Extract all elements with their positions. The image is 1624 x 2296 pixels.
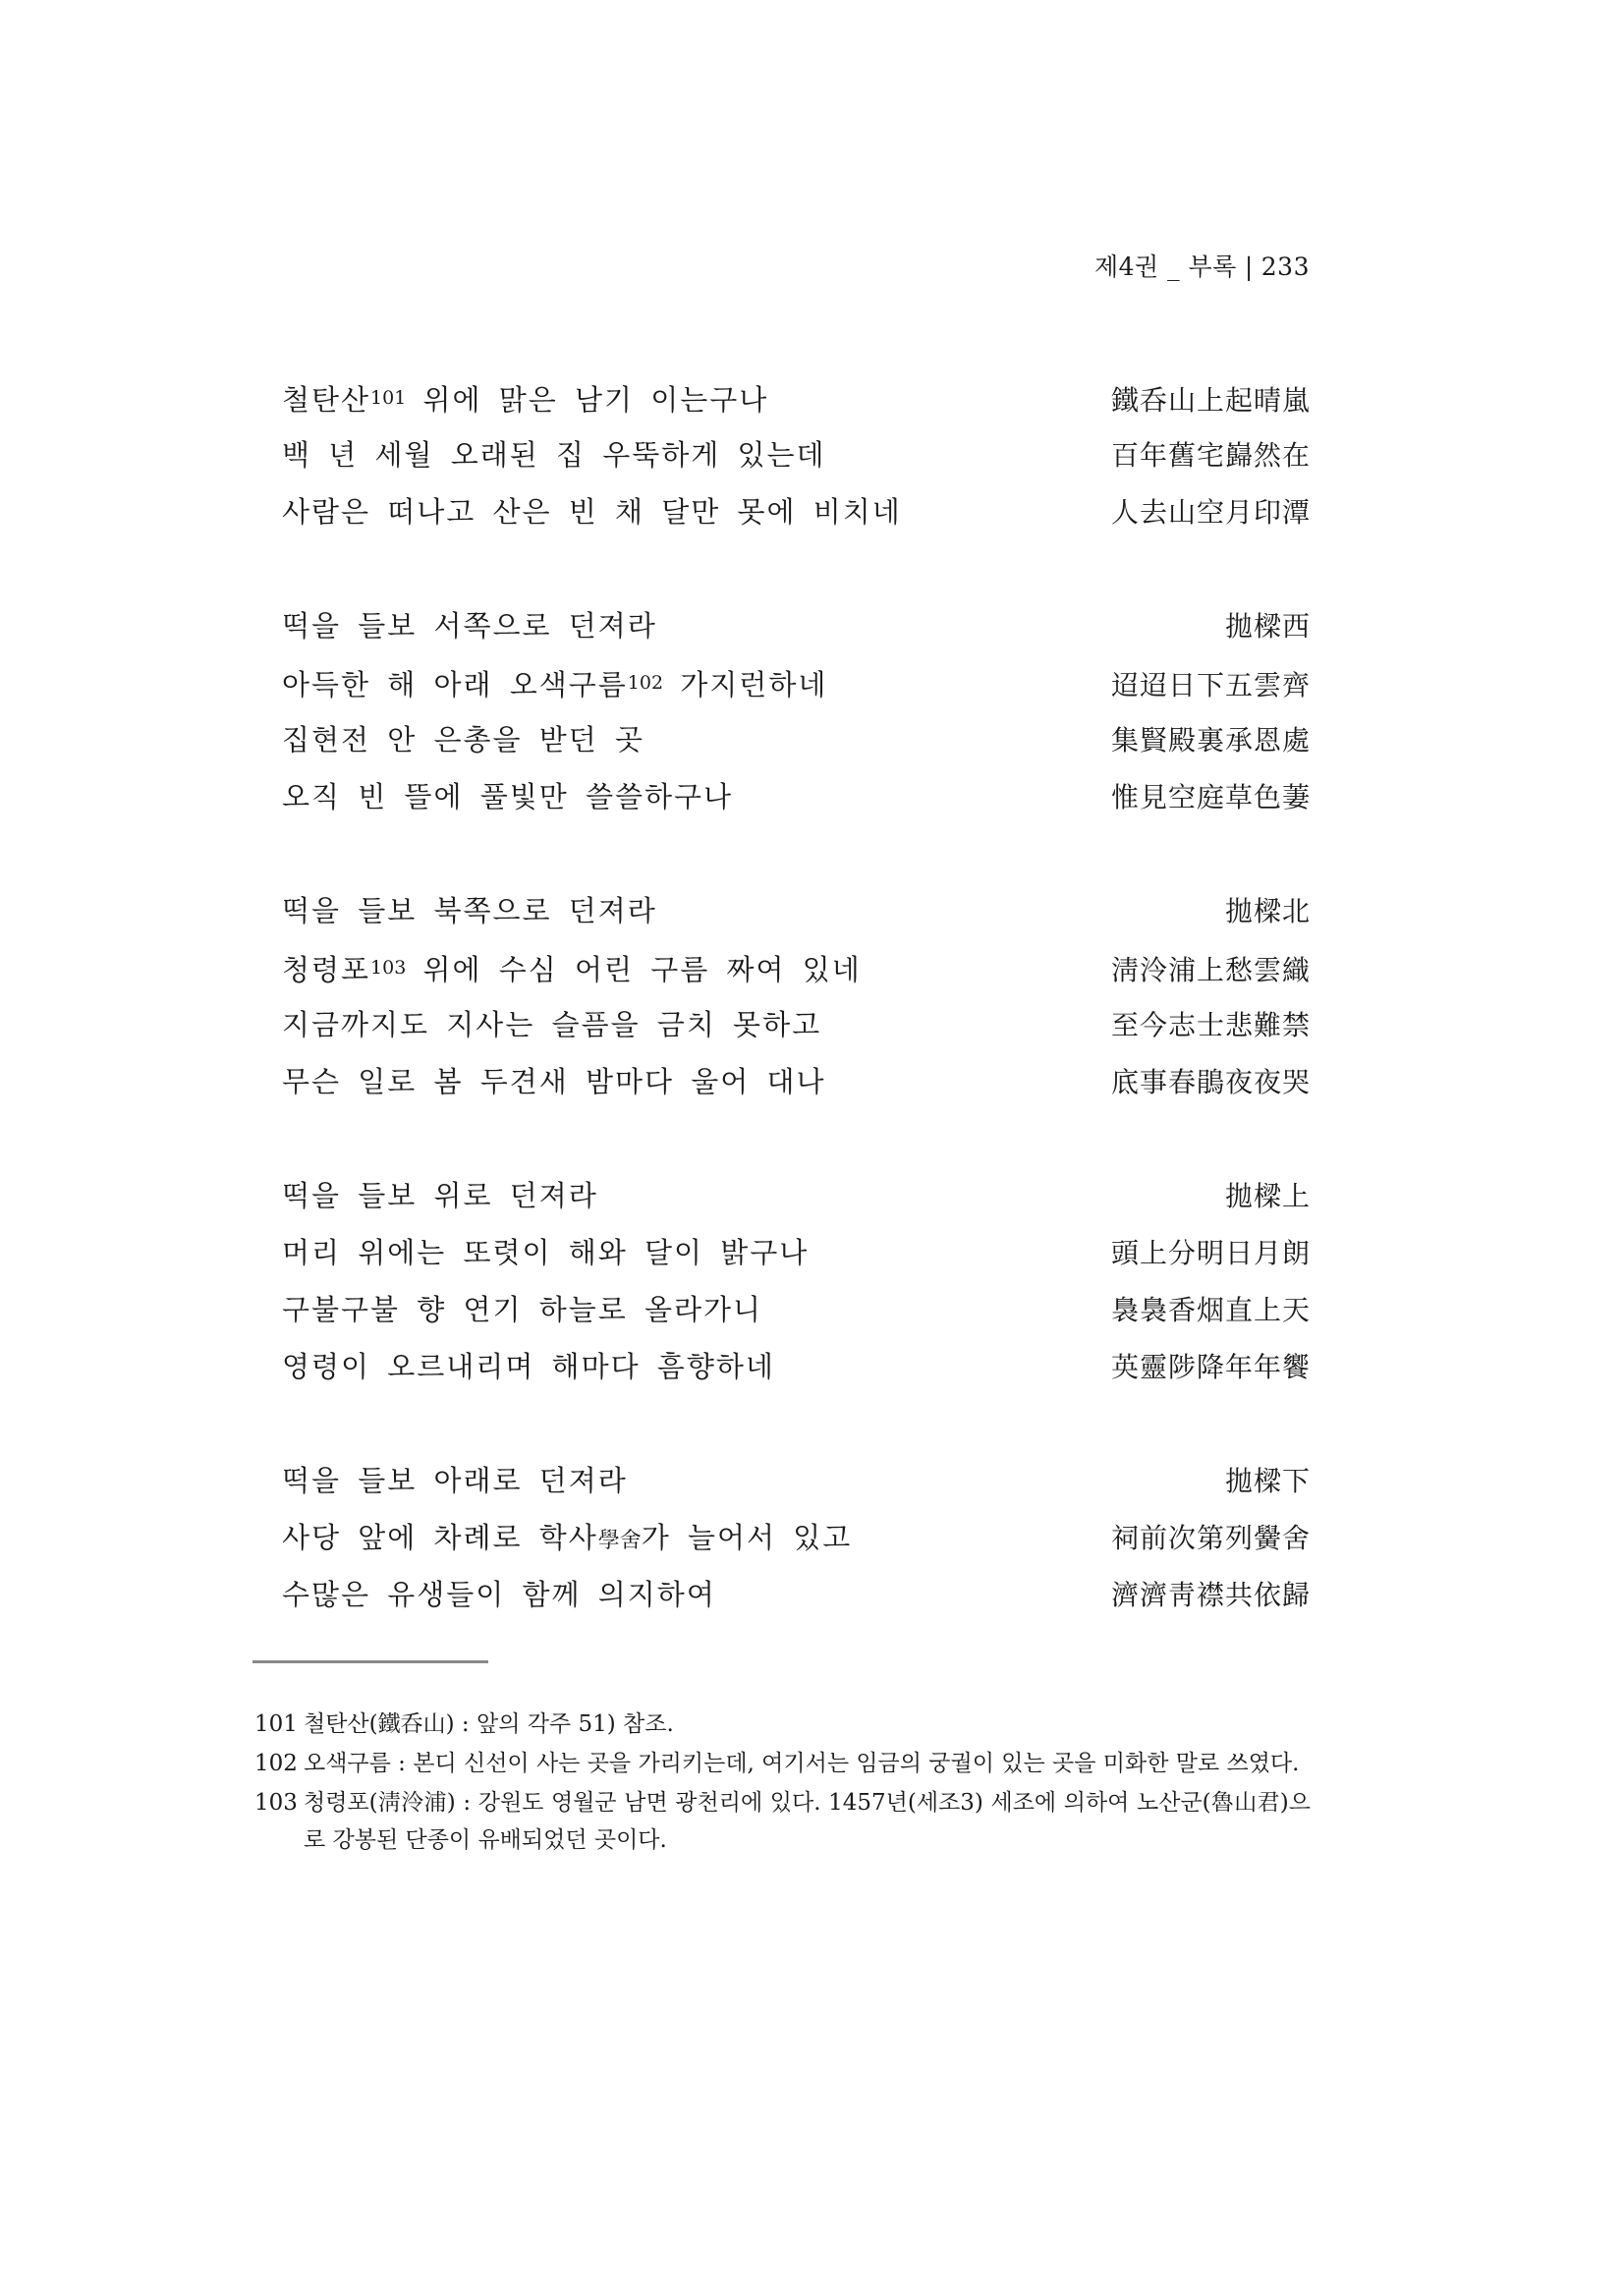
- classical-chinese-original: 人去山空月印潭: [1110, 496, 1311, 529]
- footnote-rule: [252, 1660, 488, 1663]
- classical-chinese-original: 祠前次第列黌舍: [1110, 1522, 1311, 1554]
- footnote-ref: 101: [370, 387, 407, 409]
- volume-label: 제4권 _ 부록: [1093, 252, 1237, 281]
- poem-line: [282, 1061, 1311, 1118]
- poem-stanza: [282, 1175, 1311, 1403]
- classical-chinese-original: 底事春鵑夜夜哭: [1110, 1066, 1311, 1098]
- korean-translation: [282, 776, 733, 817]
- poem-stanza: [282, 377, 1311, 548]
- korean-text: 떡을 들보 북쪽으로 던져라: [282, 894, 657, 927]
- korean-translation: [282, 1289, 762, 1330]
- poem-line: [282, 1574, 1311, 1631]
- classical-chinese-original: 鐵呑山上起晴嵐: [1110, 384, 1311, 417]
- poem-line: [282, 947, 1311, 1004]
- classical-chinese-original: 拋樑下: [1224, 1465, 1311, 1497]
- korean-translation: [282, 491, 902, 532]
- korean-text: 집현전 안 은총을 받던 곳: [282, 723, 645, 756]
- classical-chinese-original: 頭上分明日月朗: [1110, 1237, 1311, 1269]
- poem-stanza: [282, 890, 1311, 1118]
- poem-line: [282, 776, 1311, 833]
- classical-chinese-original: 拋樑西: [1224, 610, 1311, 643]
- korean-translation: [282, 1460, 628, 1501]
- korean-translation: [282, 1061, 826, 1102]
- classical-chinese-original: 拋樑北: [1224, 895, 1311, 927]
- footnote-item: [254, 1706, 1311, 1743]
- footnote-ref: 102: [627, 672, 664, 694]
- classical-chinese-original: 集賢殿裏承恩處: [1110, 724, 1311, 756]
- korean-text: 오직 빈 뜰에 풀빛만 쓸쓸하구나: [282, 780, 734, 813]
- korean-text: 머리 위에는 또렷이 해와 달이 밝구나: [282, 1236, 810, 1269]
- footnote-item: [254, 1745, 1311, 1782]
- running-header: [1094, 248, 1310, 283]
- poem-line: [282, 491, 1311, 548]
- footnote-item: [254, 1784, 1311, 1859]
- header-divider: |: [1244, 252, 1254, 281]
- poem-line: [282, 1517, 1311, 1574]
- korean-text: 철탄산: [282, 383, 371, 417]
- korean-translation: [282, 719, 644, 760]
- korean-text: 무슨 일로 봄 두견새 밤마다 울어 대나: [282, 1065, 826, 1098]
- poem-line: [282, 1232, 1311, 1289]
- poem-line: [282, 1346, 1311, 1403]
- korean-translation: [282, 1574, 716, 1615]
- footnote-number: 102: [254, 1751, 298, 1776]
- korean-text: 수많은 유생들이 함께 의지하여: [282, 1578, 716, 1611]
- korean-translation: [282, 377, 768, 420]
- korean-text: 구불구불 향 연기 하늘로 올라가니: [282, 1293, 763, 1326]
- page-number: 233: [1260, 252, 1310, 281]
- poem-body: [282, 377, 1311, 1688]
- korean-text: 백 년 세월 오래된 집 우뚝하게 있는데: [282, 438, 826, 472]
- korean-text: 영령이 오르내리며 해마다 흠향하네: [282, 1350, 775, 1383]
- korean-text-rest: 위에 수심 어린 구름 짜여 있네: [406, 953, 862, 986]
- poem-stanza: [282, 1460, 1311, 1631]
- poem-line: [282, 1175, 1311, 1232]
- poem-line: [282, 719, 1311, 776]
- korean-translation: [282, 1175, 598, 1216]
- korean-text-rest: 위에 맑은 남기 이는구나: [406, 383, 769, 417]
- korean-text-rest: 가 늘어서 있고: [641, 1521, 853, 1554]
- korean-text: 사람은 떠나고 산은 빈 채 달만 못에 비치네: [282, 495, 902, 529]
- korean-text-rest: 가지런하네: [663, 668, 828, 701]
- classical-chinese-original: 英靈陟降年年饗: [1110, 1351, 1311, 1383]
- korean-translation: [282, 605, 657, 646]
- korean-translation: [282, 890, 657, 931]
- korean-text: 떡을 들보 위로 던져라: [282, 1179, 598, 1212]
- classical-chinese-original: 迢迢日下五雲齊: [1110, 669, 1311, 701]
- classical-chinese-original: 百年舊宅巋然在: [1110, 439, 1311, 472]
- korean-translation: [282, 1004, 821, 1045]
- korean-translation: [282, 1517, 852, 1562]
- footnote-text: 청령포(淸泠浦) : 강원도 영월군 남면 광천리에 있다. 1457년(세조3) 세조에 의하여 노산군(魯山君)으로 강봉된 단종이 유배되었던 곳이다.: [304, 1790, 1311, 1853]
- poem-line: [282, 1004, 1311, 1061]
- footnote-ref: 103: [370, 957, 407, 979]
- korean-translation: [282, 947, 862, 990]
- inline-hanja: 學舍: [597, 1529, 642, 1553]
- korean-text: 청령포: [282, 953, 371, 986]
- korean-text: 사당 앞에 차례로 학사: [282, 1521, 598, 1554]
- classical-chinese-original: 至今志士悲難禁: [1110, 1009, 1311, 1041]
- korean-text: 아득한 해 아래 오색구름: [282, 668, 628, 701]
- footnote-text: 철탄산(鐵呑山) : 앞의 각주 51) 참조.: [304, 1711, 674, 1737]
- korean-text: 지금까지도 지사는 슬픔을 금치 못하고: [282, 1008, 822, 1041]
- footnote-number: 103: [254, 1790, 298, 1816]
- footnote-text: 오색구름 : 본디 신선이 사는 곳을 가리키는데, 여기서는 임금의 궁궐이 있는 곳을 미화한 말로 쓰였다.: [304, 1751, 1300, 1776]
- classical-chinese-original: 淸泠浦上愁雲織: [1110, 954, 1311, 986]
- poem-line: [282, 890, 1311, 947]
- korean-text: 떡을 들보 아래로 던져라: [282, 1464, 628, 1497]
- korean-translation: [282, 1232, 809, 1273]
- classical-chinese-original: 惟見空庭草色萋: [1110, 781, 1311, 813]
- poem-line: [282, 377, 1311, 434]
- korean-translation: [282, 662, 827, 705]
- poem-stanza: [282, 605, 1311, 833]
- korean-translation: [282, 434, 826, 476]
- footnote-number: 101: [254, 1711, 298, 1737]
- classical-chinese-original: 裊裊香烟直上天: [1110, 1294, 1311, 1326]
- footnotes: [254, 1706, 1311, 1861]
- classical-chinese-original: 拋樑上: [1224, 1180, 1311, 1212]
- poem-line: [282, 1460, 1311, 1517]
- poem-line: [282, 605, 1311, 662]
- korean-text: 떡을 들보 서쪽으로 던져라: [282, 609, 657, 643]
- poem-line: [282, 1289, 1311, 1346]
- korean-translation: [282, 1346, 775, 1387]
- poem-line: [282, 662, 1311, 719]
- classical-chinese-original: 濟濟靑襟共依歸: [1110, 1579, 1311, 1611]
- poem-line: [282, 434, 1311, 491]
